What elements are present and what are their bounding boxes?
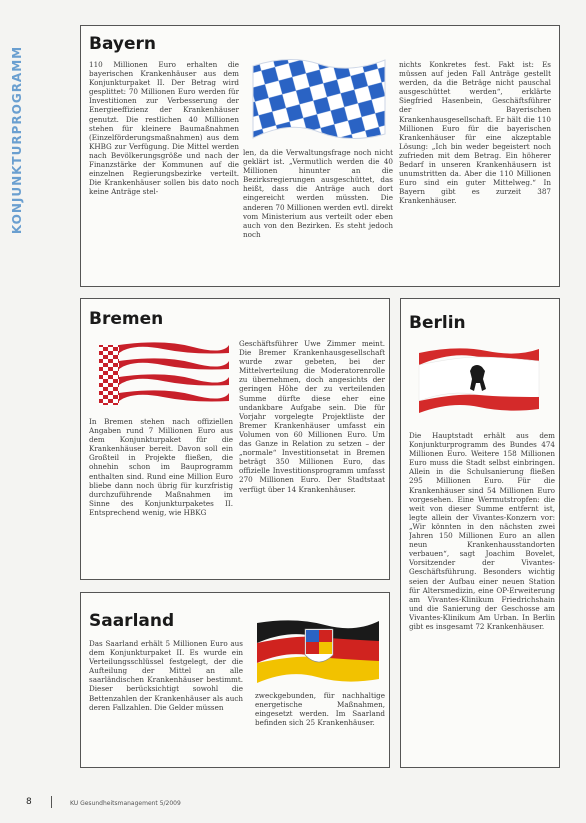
berlin-column-1: Die Hauptstadt erhält aus dem Konjunkturprogramm des Bundes 474 Millionen Euro. Weitere 158 Millionen Euro muss die Stadt selbst einbringen. Allein in die Schulsanierung fließen 295 Millionen Euro. Für die Krankenhäuser sind 54 Millionen Euro vorgesehen. Eine Wermutstropfen: die weit von dieser Summe entfernt ist, legte allein der Vivantes-Konzern vor: „Wir könnten in den nächsten zwei Jahren 150 Millionen Euro an allen neun Krankenhausstandorten verbauen“, sagt Joachim Bovelet, Vorsitzender der Vivantes-Geschäftsführung. Besonders wichtig seien der Aufbau einer neuen Station für Altersmedizin, eine OP-Erweiterung am Vivantes-Klinikum Friedrichshain und die Sanierung der Geschosse am Vivantes-Klinikum Am Urban. In Berlin gibt es insgesamt 72 Krankenhäuser. <box>409 431 555 631</box>
saarland-box <box>80 592 390 768</box>
bremen-box <box>80 298 390 580</box>
saarland-column-2: zweckgebunden, für nachhaltige energetische Maßnahmen, eingesetzt werden. Im Saarland befinden sich 25 Krankenhäuser. <box>255 691 385 728</box>
side-label-text: KONJUNKTURPROGRAMM <box>10 45 25 235</box>
bavaria-flag-image <box>249 52 389 142</box>
bayern-title: Bayern <box>89 34 157 54</box>
bayern-column-1: 110 Millionen Euro erhalten die bayerischen Krankenhäuser aus dem Konjunkturpaket II. Der Betrag wird gesplittet: 70 Millionen Euro werden für Investitionen zur Verbesserung der Energieeffizienz der Krankenhäuser genutzt. Die restlichen 40 Millionen stehen für kleinere Baumaßnahmen (Einzelförderungsmaßnahmen) aus dem KHBG zur Verfügung. Die Mittel werden nach Bevölkerungsgröße und nach der Finanzstärke der Kommunen auf die einzelnen Regierungsbezirke verteilt. Die Krankenhäuser sollen bis dato noch keine Anträge stel- <box>89 60 239 197</box>
saarland-title: Saarland <box>89 611 175 631</box>
saarland-column-1: Das Saarland erhält 5 Millionen Euro aus dem Konjunkturpaket II. Es wurde ein Verteilungsschlüssel festgelegt, der die Aufteilung der Mittel an alle saarländischen Krankenhäuser bestimmt. Dieser berücksichtigt sowohl die Bettenzahlen der Krankenhäuser als auch deren Fallzahlen. Die Gelder müssen <box>89 639 243 712</box>
footer-source: KU Gesundheitsmanagement 5/2009 <box>70 800 181 807</box>
page-number: 8 <box>26 797 32 807</box>
footer-divider <box>51 796 52 808</box>
berlin-box <box>400 298 560 768</box>
berlin-flag-image <box>417 345 541 413</box>
page-footer <box>26 797 566 811</box>
bremen-title: Bremen <box>89 309 164 329</box>
saarland-flag-image <box>255 615 381 685</box>
section-side-label <box>8 30 26 250</box>
berlin-title: Berlin <box>409 313 466 333</box>
bremen-flag-image <box>93 339 231 411</box>
bayern-column-3: nichts Konkretes fest. Fakt ist: Es müssen auf jeden Fall Anträge gestellt werden, da die Beträge nicht pauschal ausgeschüttet werden“, erklärte Siegfried Hasenbein, Geschäftsführer der Bayerischen Krankenhausgesellschaft. Er hält die 110 Millionen Euro für die bayerischen Krankenhäuser für eine akzeptable Lösung: „Ich bin weder begeistert noch zufrieden mit dem Betrag. Ein höherer Bedarf in unseren Krankenhäusern ist unumstritten da. Aber die 110 Millionen Euro sind ein guter Mittelweg.“ In Bayern gibt es zurzeit 387 Krankenhäuser. <box>399 60 551 206</box>
bayern-box <box>80 25 560 287</box>
bayern-column-2: len, da die Verwaltungsfrage noch nicht geklärt ist. „Vermutlich werden die 40 Millionen hinunter an die Bezirksregierungen ausgeschüttet, das heißt, dass die Anträge auch dort eingereicht werden müssten. Die anderen 70 Millionen werden evtl. direkt vom Ministerium aus verteilt oder eben auch von den Bezirken. Es steht jedoch noch <box>243 148 393 239</box>
bremen-column-2: Geschäftsführer Uwe Zimmer meint. Die Bremer Krankenhausgesellschaft wurde zwar gebeten, bei der Mittelverteilung die Moderatorenrolle zu übernehmen, doch angesichts der geringen Höhe der zu verteilenden Summe dürfte diese eher eine undankbare Aufgabe sein. Die für Vorjahr vorgelegte Projektliste der Bremer Krankenhäuser umfasst ein Volumen von 60 Millionen Euro. Um das Ganze in Relation zu setzen – der „normale“ Investitionsetat in Bremen beträgt 350 Millionen Euro, das offizielle Investitionsprogramm umfasst 270 Millionen Euro. Der Stadtstaat verfügt über 14 Krankenhäuser. <box>239 339 385 494</box>
bremen-column-1: In Bremen stehen nach offiziellen Angaben rund 7 Millionen Euro aus dem Konjunkturpaket für die Krankenhäuser bereit. Davon soll ein Großteil in Projekte fließen, die ohnehin schon im Bauprogramm enthalten sind. Rund eine Million Euro bliebe dann noch übrig für kurzfristig durchzuführende Maßnahmen im Sinne des Konjunkturpaketes II. Entsprechend wenig, wie HBKG <box>89 417 233 517</box>
